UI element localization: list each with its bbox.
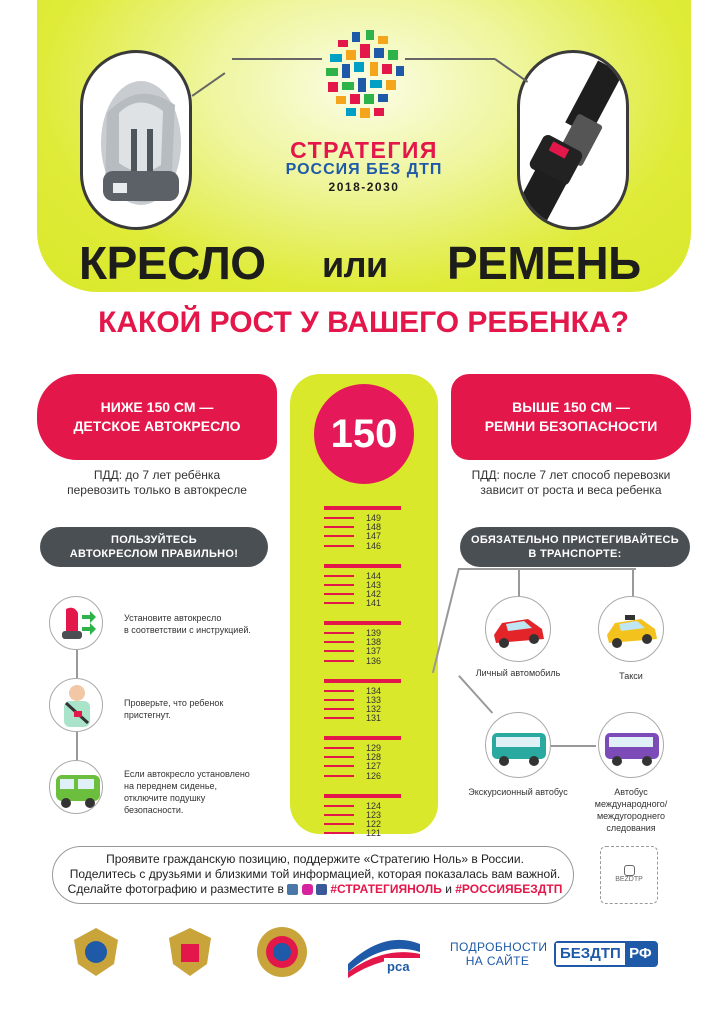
footer-line: Поделитесь с друзьями и близкими той информацией, которая показалась вам важной.	[69, 867, 561, 881]
ruler-minor-tick	[324, 805, 354, 807]
label-line: междугороднего	[596, 811, 666, 821]
ruler-minor-tick	[324, 517, 354, 519]
private-car-label: Личный автомобиль	[475, 668, 561, 678]
ruler-tick-label: 144	[366, 570, 382, 581]
pill-line: НИЖЕ 150 СМ —	[100, 399, 214, 415]
bezdtp-site-link[interactable]	[554, 941, 658, 967]
ruler-tick-label: 147	[366, 531, 382, 542]
ruler-minor-tick	[324, 832, 354, 834]
note-line: зависит от роста и веса ребенка	[480, 483, 662, 497]
airbag-car-icon	[49, 760, 103, 814]
transport-connector	[458, 568, 636, 570]
ruler-minor-tick	[324, 660, 354, 662]
ruler-tick-label: 126	[366, 770, 382, 781]
transport-connector	[458, 675, 493, 713]
coat-of-arms-logo	[165, 924, 215, 980]
ruler-tick-label: 121	[366, 828, 382, 839]
more-info-label	[450, 940, 548, 968]
ruler-minor-tick	[324, 650, 354, 652]
ruler-minor-tick	[324, 545, 354, 547]
intercity-bus-icon	[598, 712, 664, 778]
transport-connector	[632, 568, 634, 598]
below-150-pill	[37, 374, 277, 460]
more-line: ПОДРОБНОСТИ	[450, 940, 548, 954]
pill-line: ВЫШЕ 150 СМ —	[512, 399, 630, 415]
excursion-bus-label: Экскурсионный автобус	[468, 787, 568, 797]
hashtag-strategy-zero[interactable]: #СТРАТЕГИЯНОЛЬ	[330, 882, 442, 896]
title-or: или	[322, 244, 388, 285]
site-tld: РФ	[625, 943, 656, 965]
private-car-icon	[485, 596, 551, 662]
traffic-police-logo	[254, 924, 310, 980]
note-line: ПДД: до 7 лет ребёнка	[93, 468, 221, 482]
step-line: отключите подушку	[124, 793, 206, 803]
ruler-tick-label: 134	[366, 685, 382, 696]
note-line: перевозить только в автокресле	[67, 483, 247, 497]
ruler-minor-tick	[324, 575, 354, 577]
ruler-tick-label: 137	[366, 646, 382, 657]
hashtag-russia-no-accidents[interactable]: #РОССИЯБЕЗДТП	[455, 882, 563, 896]
step-line: на переднем сиденье,	[124, 781, 218, 791]
ruler-minor-tick	[324, 823, 354, 825]
footer-and: и	[445, 882, 452, 896]
buckled-child-icon	[49, 678, 103, 732]
ruler-tick-label: 131	[366, 713, 382, 724]
vk-icon[interactable]	[287, 884, 298, 895]
note-line: ПДД: после 7 лет способ перевозки	[471, 468, 671, 482]
step-check-text	[124, 697, 254, 721]
install-seat-icon	[49, 596, 103, 650]
ruler-tick-label: 128	[366, 752, 382, 763]
step-line: безопасности.	[124, 805, 184, 815]
more-line: НА САЙТЕ	[465, 954, 530, 968]
pill-line: АВТОКРЕСЛОМ ПРАВИЛЬНО!	[69, 548, 239, 560]
site-name: БЕЗДТП	[556, 943, 625, 965]
ruler-minor-tick	[324, 632, 354, 634]
ruler-tick-label: 146	[366, 540, 382, 551]
ruler-minor-tick	[324, 641, 354, 643]
pill-line: РЕМНИ БЕЗОПАСНОСТИ	[484, 418, 658, 434]
ruler-minor-tick	[324, 747, 354, 749]
step-airbag-text	[124, 768, 254, 816]
ruler-major-tick	[324, 794, 401, 798]
ruler-tick-label: 143	[366, 579, 382, 590]
car-seat-image	[80, 50, 192, 230]
ruler-minor-tick	[324, 756, 354, 758]
instagram-icon	[624, 865, 635, 876]
transport-connector	[518, 568, 520, 598]
ruler-major-tick	[324, 621, 401, 625]
title-chair: КРЕСЛО	[79, 237, 266, 289]
ruler-minor-tick	[324, 765, 354, 767]
ruler-major-tick	[324, 679, 401, 683]
rule-note-left	[37, 468, 277, 498]
ruler-minor-tick	[324, 708, 354, 710]
use-seat-correctly-pill	[40, 527, 268, 567]
instagram-qr-frame	[600, 846, 658, 904]
ruler-major-tick	[324, 736, 401, 740]
ruler-minor-tick	[324, 699, 354, 701]
strategy-subtitle: РОССИЯ БЕЗ ДТП	[285, 161, 443, 178]
ruler-tick-label: 136	[366, 655, 382, 666]
strategy-years: 2018-2030	[328, 180, 400, 194]
ruler-tick-label: 124	[366, 800, 382, 811]
height-question: КАКОЙ РОСТ У ВАШЕГО РЕБЕНКА?	[98, 306, 629, 339]
ruler-minor-tick	[324, 717, 354, 719]
pill-line: В ТРАНСПОРТЕ:	[528, 548, 622, 560]
ruler-minor-tick	[324, 775, 354, 777]
rsa-logo	[344, 924, 424, 980]
ruler-tick-label: 132	[366, 703, 382, 714]
ruler-minor-tick	[324, 593, 354, 595]
label-line: следования	[606, 823, 656, 833]
step-line: Если автокресло установлено	[124, 769, 250, 779]
footer-prefix: Сделайте фотографию и разместите в	[67, 882, 284, 896]
step-install-text	[124, 612, 254, 636]
ruler-tick-label: 123	[366, 809, 382, 820]
ruler-major-tick	[324, 506, 401, 510]
footer-text	[60, 852, 570, 897]
qr-label: BEZDTP	[615, 876, 643, 883]
ruler-tick-label: 142	[366, 588, 382, 599]
pill-line: ПОЛЬЗУЙТЕСЬ	[111, 534, 197, 546]
ruler-minor-tick	[324, 584, 354, 586]
ruler-minor-tick	[324, 690, 354, 692]
step-line: Установите автокресло	[124, 613, 222, 623]
height-150-badge: 150	[314, 384, 414, 484]
ruler-tick-label: 149	[366, 513, 382, 523]
label-line: Автобус	[614, 787, 648, 797]
footer-line	[60, 882, 570, 897]
step-line: Проверьте, что ребенок	[124, 698, 224, 708]
seat-belt-image	[517, 50, 629, 230]
step-line: в соответствии с инструкцией.	[124, 625, 251, 635]
facebook-icon[interactable]	[316, 884, 327, 895]
ruler-tick-label: 129	[366, 743, 382, 753]
taxi-icon	[598, 596, 664, 662]
ruler-tick-label: 148	[366, 522, 382, 533]
ruler-tick-label: 133	[366, 694, 382, 705]
ruler-minor-tick	[324, 535, 354, 537]
ruler-major-tick	[324, 564, 401, 568]
ruler-tick-label: 138	[366, 637, 382, 648]
above-150-pill	[451, 374, 691, 460]
step-line: пристегнут.	[124, 710, 171, 720]
ministry-emblem-logo	[68, 924, 124, 980]
title-belt: РЕМЕНЬ	[447, 237, 641, 289]
ruler-tick-label: 141	[366, 598, 382, 609]
ruler-minor-tick	[324, 814, 354, 816]
ruler-tick-label: 122	[366, 818, 382, 829]
ruler-tick-label: 139	[366, 628, 382, 638]
svg-text:рса: рса	[387, 959, 410, 974]
excursion-bus-icon	[485, 712, 551, 778]
intercity-bus-label	[586, 786, 676, 834]
instagram-icon[interactable]	[302, 884, 313, 895]
buckle-up-transport-pill	[460, 527, 690, 567]
footer-line: Проявите гражданскую позицию, поддержите «Стратегию Ноль» в России.	[106, 852, 524, 866]
strategy-title: СТРАТЕГИЯ	[290, 137, 438, 163]
ruler-minor-tick	[324, 526, 354, 528]
ruler-tick-label: 127	[366, 761, 382, 772]
taxi-label: Такси	[619, 671, 643, 681]
label-line: международного/	[594, 799, 668, 809]
transport-connector	[550, 745, 596, 747]
pill-line: ОБЯЗАТЕЛЬНО ПРИСТЕГИВАЙТЕСЬ	[471, 534, 679, 546]
ruler-minor-tick	[324, 602, 354, 604]
pill-line: ДЕТСКОЕ АВТОКРЕСЛО	[73, 418, 241, 434]
rule-note-right	[451, 468, 691, 498]
